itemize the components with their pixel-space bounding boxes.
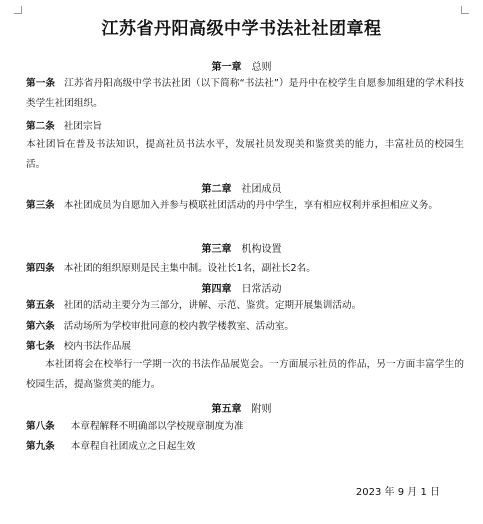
- document-title: 江苏省丹阳高级中学书法社社团章程: [101, 19, 382, 39]
- article-text: 社团宗旨: [63, 121, 103, 132]
- page-corner-mark-left: [14, 6, 22, 14]
- chapter-5-heading: [0, 400, 483, 415]
- article-2-body: 本社团旨在普及书法知识，提高社员书法水平，发展社员发现美和鉴赏美的能力，丰富社员的校园生活。: [26, 139, 464, 170]
- article-number: 第五条: [26, 300, 55, 311]
- chapter-name: 社团成员: [241, 184, 282, 195]
- chapter-number: 第四章: [201, 284, 232, 295]
- article-number: 第七条: [26, 341, 55, 352]
- article-number: 第八条: [26, 421, 55, 432]
- article-7-body: 本社团将会在校举行一学期一次的书法作品展览会。一方面展示社员的作品，另一方面丰富学生的校园生活，提高鉴赏美的能力。: [26, 359, 464, 390]
- article-text: 本社团成员为自愿加入并参与模联社团活动的丹中学生，享有相应权利并承担相应义务。: [63, 200, 438, 211]
- article-text: 社团的活动主要分为三部分，讲解、示范、鉴赏。定期开展集训活动。: [63, 300, 362, 311]
- article-text: 校内书法作品展: [63, 341, 131, 352]
- page-corner-mark-right: [461, 6, 469, 14]
- article-9: [26, 440, 466, 453]
- chapter-4-heading: [0, 280, 483, 295]
- article-text: 本社团的组织原则是民主集中制。设社长1名，副社长2名。: [63, 263, 316, 274]
- article-text: 活动场所为学校审批同意的校内教学楼教室、活动室。: [63, 321, 295, 332]
- article-number: 第三条: [26, 200, 55, 211]
- chapter-number: 第五章: [211, 404, 242, 415]
- article-number: 第九条: [26, 441, 55, 452]
- article-6: [26, 320, 466, 333]
- chapter-number: 第二章: [201, 184, 232, 195]
- article-number: 第一条: [26, 78, 56, 89]
- chapter-3-heading: [0, 240, 483, 255]
- chapter-name: 总则: [251, 62, 272, 73]
- article-8: [26, 420, 466, 433]
- chapter-number: 第一章: [211, 62, 242, 73]
- chapter-1-heading: [0, 58, 483, 73]
- article-text: 本章程解释不明确部以学校规章制度为准: [70, 421, 244, 432]
- chapter-name: 机构设置: [241, 244, 282, 255]
- issue-date: 2023 年 9 月 1 日: [355, 487, 440, 498]
- chapter-number: 第三章: [201, 244, 232, 255]
- chapter-2-heading: [0, 180, 483, 195]
- article-3: [26, 196, 464, 216]
- article-5: [26, 299, 466, 312]
- article-2: [26, 120, 466, 133]
- chapter-name: 附则: [251, 404, 272, 415]
- article-text: 本章程自社团成立之日起生效: [70, 441, 196, 452]
- article-number: 第二条: [26, 121, 55, 132]
- article-4: [26, 262, 466, 275]
- article-7: [26, 340, 466, 353]
- article-1: [26, 74, 464, 113]
- article-number: 第六条: [26, 321, 55, 332]
- chapter-name: 日常活动: [241, 284, 282, 295]
- article-number: 第四条: [26, 263, 55, 274]
- article-text: 江苏省丹阳高级中学书法社团（以下简称“书法社”）是丹中在校学生自愿参加组建的学术科技类学生社团组织。: [26, 78, 464, 109]
